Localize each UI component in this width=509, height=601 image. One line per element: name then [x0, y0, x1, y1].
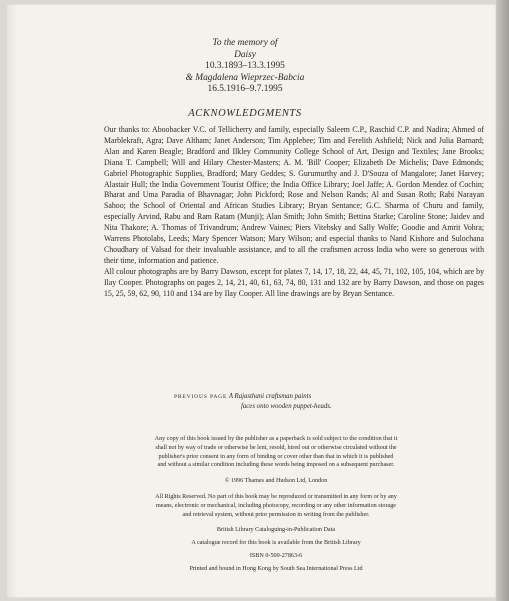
- ack-line: Nita Thakore; A. Thomas of Trivandrum; Andrew Vaines; Piers Vitebsky and Sally: [104, 223, 375, 233]
- facing-page-edge: [496, 0, 509, 601]
- caption-text: A Rajasthani craftsman paints: [228, 393, 312, 400]
- isbn: ISBN 0-500-27863-6: [249, 552, 303, 559]
- ack-line: Raschid C.P. and Nadira; Ahmed of Marblekraft, Agra; Dave Altham; Janet Anderson;: [104, 125, 484, 145]
- rights-notice: [76, 493, 476, 519]
- ack-line: Wilson; and especial thanks to Nand Kishore and Sulochana Choudhary of Valsad for: [104, 234, 484, 254]
- photo-credit-line: 102, 105, 104, which are by Ilay Cooper. Photographs on pages 2, 14, 21, 40, 61, 63, 74, 80,: [104, 266, 485, 287]
- dedication-dates: 16.5.1916–9.7.1995: [207, 84, 283, 94]
- ack-line: Wolfe; Goodie and Amrit Vohra; Warrens Photolabs, Leeds; Mary Spencer Watson; Mary: [104, 223, 484, 244]
- rights-line: and retrieval system, without prior permission in writing from the publisher.: [182, 511, 370, 518]
- dedication-name: & Magdalena Wieprzec-Babcia: [185, 72, 305, 83]
- cip-record: A catalogue record for this book is available from the British Library: [191, 540, 361, 547]
- ack-line: Diana T. Campbell; Will and Hilary Chester-Masters; A. M. 'Bill' Cooper; Elizabeth De: [104, 157, 396, 167]
- photo-credit-line: All colour photographs are by Barry Dawson, except for plates 7, 14, 17, 18, 22, 44, 45, 71,: [104, 266, 394, 276]
- notice-line: publisher's prior consent in any form of binding or cover other than that in which it is published: [158, 453, 394, 460]
- photo-credit-line: Ilay Cooper. All line drawings are by Bryan Sentance.: [224, 288, 395, 298]
- notice-line: Any copy of this book issued by the publisher as a paperback is sold subject to the condition that it: [154, 436, 398, 442]
- acknowledgments-text: [104, 125, 484, 300]
- previous-page-caption: [174, 392, 454, 411]
- rights-line: means, electronic or mechanical, including photocopy, recording or any other information storage: [155, 502, 397, 509]
- ack-line: Cochin; Bharat and Uma Paradia of Bhavnagar; John Pickford; Rose and Nelson Rands;: [104, 179, 484, 200]
- rights-line: All Rights Reserved. No part of this book may be reproduced or transmitted in any form or by any: [155, 493, 397, 500]
- photo-credit-line: 131 and 132 are by Barry Dawson, and those on pages 15, 25, 59, 62, 90, 110 and 134 are by: [104, 277, 484, 298]
- caption-text: faces onto wooden puppet-heads.: [241, 403, 332, 411]
- ack-line: Bradford and Ilkley Community College School of Art, Design and Textiles; Jane Brooks;: [186, 146, 485, 156]
- sale-condition-notice: [76, 435, 476, 470]
- cip-heading: British Library Cataloguing-in-Publication Data: [216, 527, 336, 534]
- dedication-name: Daisy: [234, 49, 256, 60]
- caption-label: PREVIOUS PAGE: [174, 394, 228, 400]
- acknowledgments-heading: ACKNOWLEDGMENTS: [188, 108, 302, 119]
- ack-line: Government Tourist Office; the India Office Library; Joel Jaffe; A. Gordon Mendez of: [180, 179, 457, 189]
- notice-line: and without a similar condition including these words being imposed on a subsequent purchaser.: [157, 462, 395, 469]
- ack-line: Gurumurthy and J. D'Souza of Mangalore; Janet Harvey; Alastair Hull; the India: [104, 168, 485, 189]
- copyright-block: [76, 435, 476, 574]
- ack-line: Michelis; Dave Edmonds; Gabriel Photographic Supplies, Bradford; Mary Geddes; S.: [104, 157, 484, 178]
- ack-line: Tim Applebee; Tim and Ferelith Ashfield; Nick and Julia Barnard; Alan and Karen Beagle;: [104, 135, 484, 156]
- ack-line: their invaluable assistance, and to all the craftsmen across India who were so generous: [186, 244, 468, 254]
- ack-line: Ram Ratam (Munji); Alan Smith; John Smith; Bettina Starke; Caroline Stone; Jaidev and: [197, 212, 485, 222]
- ack-line: Al and Susan Roth; Rabi Narayan Sahoo; the School of Oriental and African Studies: [104, 190, 485, 211]
- printer-line: Printed and bound in Hong Kong by South Sea International Press Ltd: [189, 565, 363, 572]
- ack-line: with their time, information and patience.: [104, 244, 484, 265]
- dedication: [0, 38, 490, 96]
- ack-line: Our thanks to: Aboobacker V.C. of Tellicherry and family, especially Saleem C.P.,: [104, 125, 368, 134]
- copyright-line: © 1996 Thames and Hudson Ltd, London: [224, 478, 328, 485]
- notice-line: shall not by way of trade or otherwise be lent, resold, hired out or otherwise circulated without the: [155, 444, 397, 451]
- ack-line: Library; Bryan Sentance; G.C. Sharma of Churu and family, especially Arvind, Rabu and: [104, 201, 484, 222]
- dedication-dates: 10.3.1893–13.3.1995: [205, 61, 285, 71]
- dedication-line: To the memory of: [212, 38, 278, 48]
